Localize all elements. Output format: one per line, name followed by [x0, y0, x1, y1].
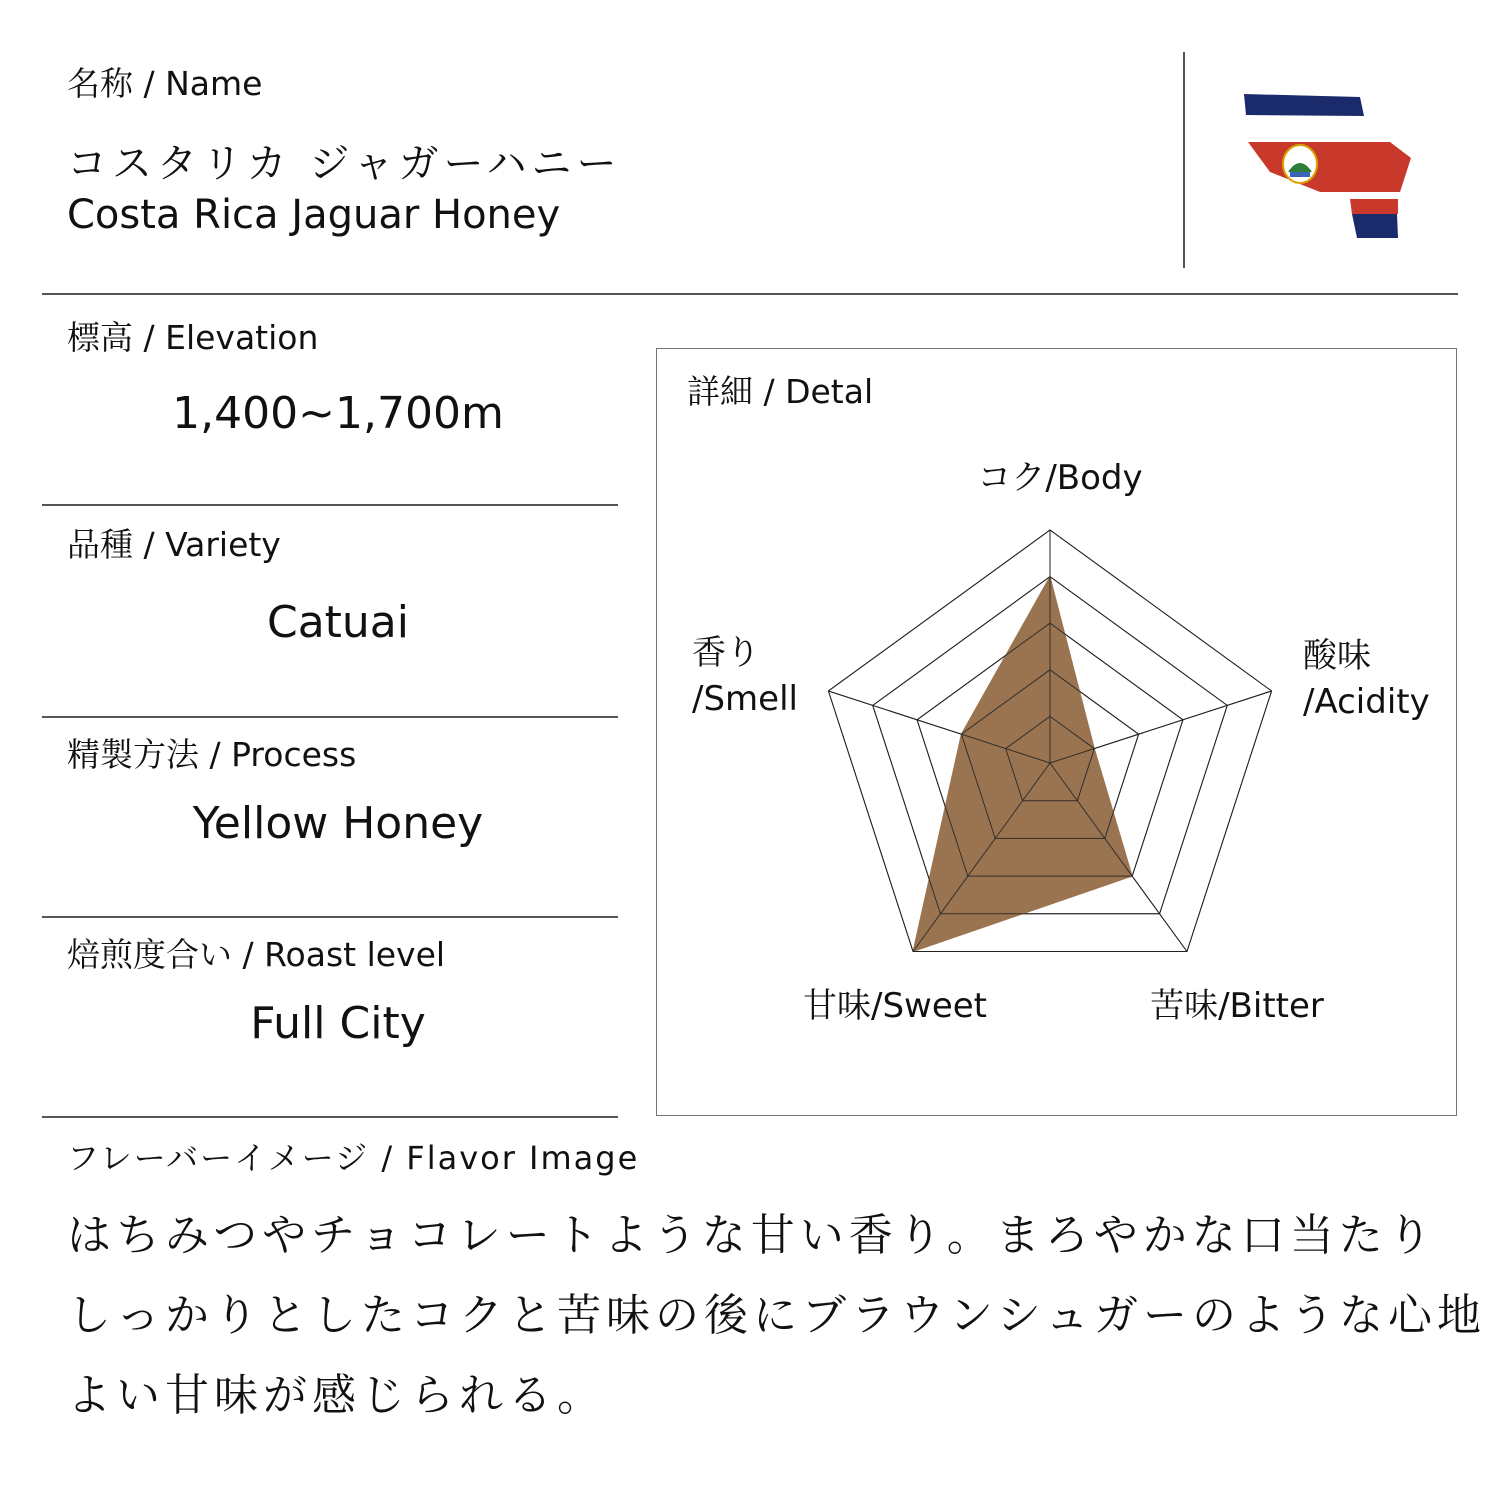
name-en: Costa Rica Jaguar Honey [67, 192, 561, 238]
radar-chart [657, 349, 1458, 1117]
radar-axis-label: 酸味/Acidity [1303, 636, 1430, 722]
coat-of-arms-icon [1283, 145, 1317, 183]
elevation-value: 1,400~1,700m [172, 388, 504, 439]
flavor-line: はちみつやチョコレートような甘い香り。まろやかな口当たり [67, 1210, 1437, 1261]
variety-value: Catuai [266, 597, 409, 648]
detail-label: 詳細 / Detal [687, 372, 874, 411]
radar-axis-label: 香り/Smell [692, 633, 798, 719]
header-divider [1183, 52, 1185, 268]
roast-value: Full City [250, 998, 426, 1049]
detail-panel [656, 348, 1457, 1116]
name-jp: コスタリカ ジャガーハニー [67, 141, 622, 187]
flag-stripe-red [1248, 142, 1411, 192]
process-value: Yellow Honey [192, 798, 484, 849]
radar-axis-label: 甘味/Sweet [802, 986, 988, 1026]
flag-stripe-blue-bottom [1352, 214, 1398, 238]
divider-process [42, 916, 618, 918]
flavor-label: フレーバーイメージ / Flavor Image [67, 1139, 640, 1177]
radar-axis-label: 苦味/Bitter [1150, 986, 1324, 1026]
radar-data-area [913, 577, 1132, 952]
radar-axis-label: コク/Body [977, 458, 1143, 498]
flavor-line: よい甘味が感じられる。 [67, 1370, 606, 1421]
divider-variety [42, 716, 618, 718]
divider-roast [42, 1116, 618, 1118]
process-label: 精製方法 / Process [67, 735, 357, 774]
elevation-label: 標高 / Elevation [67, 318, 319, 357]
variety-label: 品種 / Variety [67, 525, 281, 564]
name-label: 名称 / Name [67, 64, 263, 103]
flag-stripe-blue-top [1244, 94, 1364, 116]
roast-label: 焙煎度合い / Roast level [67, 935, 446, 974]
divider-elevation [42, 504, 618, 506]
top-divider [42, 293, 1458, 295]
flavor-description [67, 1196, 1486, 1436]
costa-rica-map-flag-icon [1240, 88, 1420, 248]
flavor-line: しっかりとしたコクと苦味の後にブラウンシュガーのような心地 [67, 1290, 1487, 1341]
flag-stripe-red-bottom [1350, 199, 1398, 214]
